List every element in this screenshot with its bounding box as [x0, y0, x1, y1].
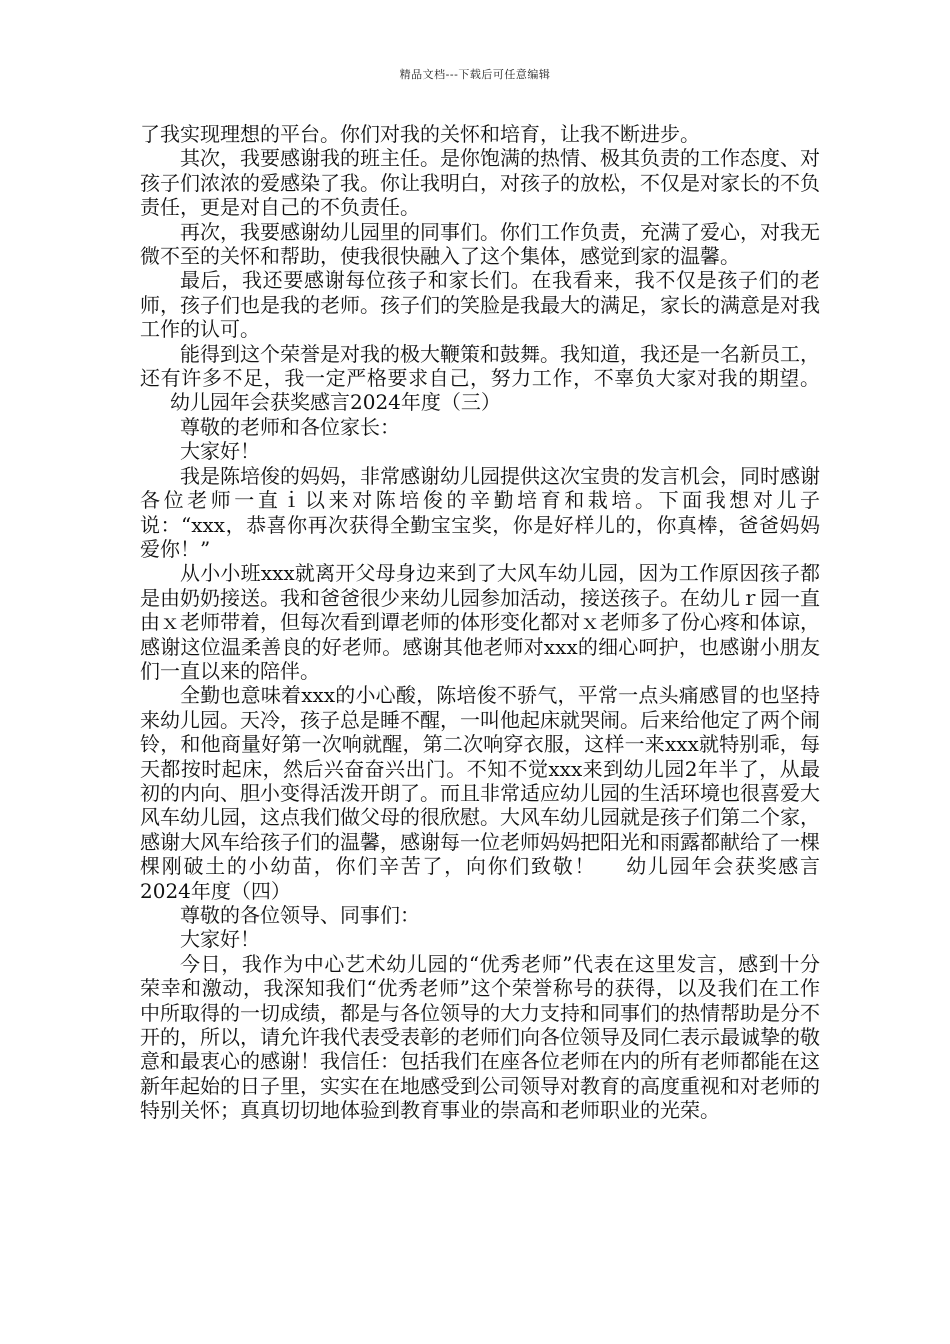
paragraph-text: 今日，我作为中心艺术幼儿园的“优秀老师”代表在这里发言，感到十分荣幸和激动，我深知我们“优秀老师”这个荣誉称号的获得，以及我们在工作中所取得的一切成绩，都是与各位领导的大力支持和同事们的热情帮助是分不开的，所以，请允许我代表受表彰的老师们向各位领导及同仁表示最诚挚的敬意和最衷心的感谢！我信任：包括我们在座各位老师在内的所有老师都能在这新年起始的日子里，实实在在地感受到公司领导对教育的高度重视和对老师的特别关怀；真真切切地体验到教育事业的崇高和老师职业的光荣。 [140, 951, 820, 1123]
paragraph-text: 大家好！ [180, 439, 260, 464]
greeting [140, 439, 820, 463]
paragraph-text: 能得到这个荣誉是对我的极大鞭策和鼓舞。我知道，我还是一名新员工，还有许多不足，我一定严格要求自己，努力工作，不辜负大家对我的期望。 [140, 341, 820, 391]
paragraph [140, 342, 820, 415]
page-header: 精品文档---下载后可任意编辑 [399, 68, 551, 81]
paragraph-text: 我是陈培俊的妈妈，非常感谢幼儿园提供这次宝贵的发言机会，同时感谢各位老师一直ｉ以来对陈培俊的辛勤培育和栽培。下面我想对儿子说：“xxx，恭喜你再次获得全勤宝宝奖，你是好样儿的，你真棒，爸爸妈妈爱你！” [140, 463, 820, 561]
section-heading: 幼儿园年会获奖感言2024年度（三） [170, 390, 501, 415]
paragraph [140, 464, 820, 562]
paragraph [140, 146, 820, 219]
document-body [140, 122, 820, 1123]
salutation [140, 415, 820, 439]
greeting [140, 927, 820, 951]
paragraph-text: 从小小班xxx就离开父母身边来到了大风车幼儿园，因为工作原因孩子都是由奶奶接送。我和爸爸很少来幼儿园参加活动，接送孩子。在幼儿ｒ园一直由ｘ老师带着，但每次看到谭老师的体形变化都对ｘ老师多了份心疼和体谅，感谢这位温柔善良的好老师。感谢其他老师对xxx的细心呵护，也感谢小朋友们一直以来的陪伴。 [140, 561, 820, 683]
paragraph-text: 尊敬的各位领导、同事们： [180, 903, 420, 927]
paragraph-text: 其次，我要感谢我的班主任。是你饱满的热情、极其负责的工作态度、对孩子们浓浓的爱感染了我。你让我明白，对孩子的放松，不仅是对家长的不负责任，更是对自己的不负责任。 [140, 146, 820, 220]
paragraph [140, 220, 820, 269]
paragraph [140, 561, 820, 683]
paragraph [140, 122, 820, 146]
paragraph [140, 268, 820, 341]
paragraph-text: 全勤也意味着xxx的小心酸，陈培俊不骄气，平常一点头痛感冒的也坚持来幼儿园。天冷，孩子总是睡不醒，一叫他起床就哭闹。后来给他定了两个闹铃，和他商量好第一次响就醒，第二次响穿衣服，这样一来xxx就特别乖，每天都按时起床，然后兴奋奋兴出门。不知不觉xxx来到幼儿园2年半了，从最初的内向、胆小变得活泼开朗了。而且非常适应幼儿园的生活环境也很喜爱大风车幼儿园，这点我们做父母的很欣慰。大风车幼儿园就是孩子们第二个家，感谢大风车给孩子们的温馨，感谢每一位老师妈妈把阳光和雨露都献给了一棵棵刚破土的小幼苗，你们辛苦了，向你们致敬！ [140, 683, 820, 879]
paragraph-text: 再次，我要感谢幼儿园里的同事们。你们工作负责，充满了爱心，对我无微不至的关怀和帮助，使我很快融入了这个集体，感觉到家的温馨。 [140, 219, 820, 269]
section-heading: 幼儿园年会获奖感言2024年度（四） [140, 854, 821, 903]
salutation [140, 903, 820, 927]
paragraph [140, 952, 820, 1123]
paragraph [140, 683, 820, 903]
paragraph-text: 了我实现理想的平台。你们对我的关怀和培育，让我不断进步。 [140, 122, 700, 146]
paragraph-text: 尊敬的老师和各位家长： [180, 414, 400, 439]
paragraph-text: 大家好！ [180, 927, 260, 952]
paragraph-text: 最后，我还要感谢每位孩子和家长们。在我看来，我不仅是孩子们的老师，孩子们也是我的老师。孩子们的笑脸是我最大的满足，家长的满意是对我工作的认可。 [140, 268, 820, 342]
